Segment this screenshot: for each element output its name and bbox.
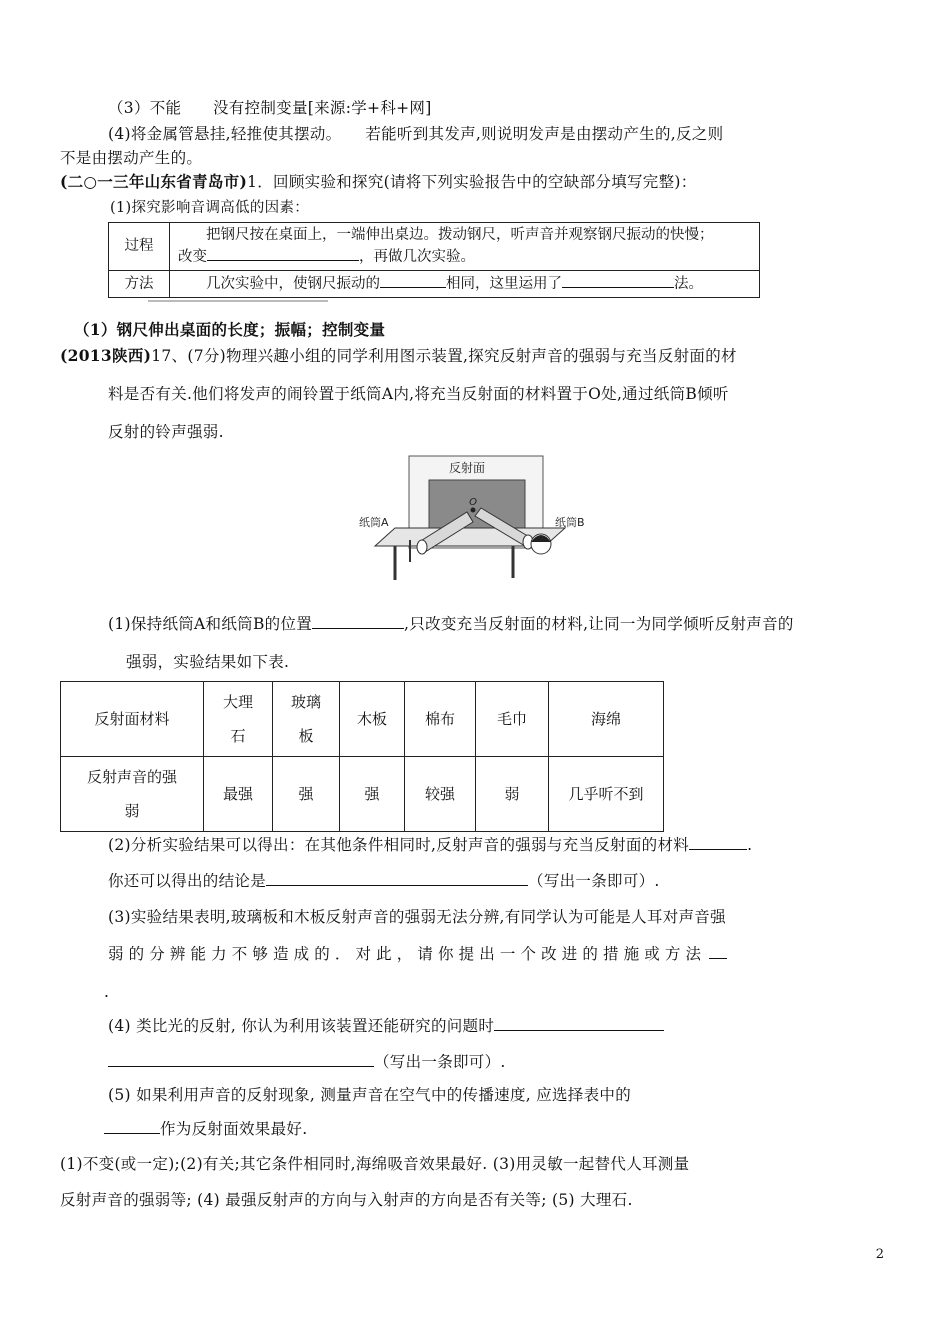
question-1-header bbox=[60, 172, 697, 192]
part-1-line2: 强弱，实验结果如下表. bbox=[126, 653, 290, 671]
remnant-mark bbox=[148, 300, 328, 302]
report-method-b: 相同，这里运用了 bbox=[446, 276, 562, 292]
part-1-b: ,只改变充当反射面的材料,让同一为同学倾听反射声音的 bbox=[404, 615, 794, 633]
answer-1: （1）钢尺伸出桌面的长度；振幅；控制变量 bbox=[74, 320, 386, 339]
page-number: 2 bbox=[875, 1247, 884, 1262]
row-label-cell: 反射声音的强 弱 bbox=[61, 757, 204, 832]
blank-research-question-2[interactable] bbox=[108, 1052, 374, 1067]
part-2-b: . bbox=[747, 836, 753, 854]
subquestion-1: (1)探究影响音调高低的因素： bbox=[110, 200, 310, 216]
header-cell-material: 反射面材料 bbox=[61, 682, 204, 757]
point-o-label: O bbox=[469, 497, 477, 508]
part-4-line2 bbox=[108, 1052, 506, 1072]
answer-2-line1: (1)不变(或一定);(2)有关;其它条件相同时,海绵吸音效果最好. (3)用灵敏一起替代人耳测量 bbox=[60, 1155, 690, 1173]
materials-header-row bbox=[61, 682, 664, 757]
question-17-text: 17、(7分)物理兴趣小组的同学利用图示装置,探究反射声音的强弱与充当反射面的材 bbox=[151, 347, 737, 365]
header-cell-wood: 木板 bbox=[340, 682, 405, 757]
report-process-cell bbox=[170, 223, 760, 271]
part-2-a: (2)分析实验结果可以得出：在其他条件相同时,反射声音的强弱与充当反射面的材料 bbox=[108, 836, 690, 854]
blank-method-2[interactable] bbox=[562, 273, 674, 288]
answer-line-3: （3）不能 没有控制变量[来源:学+科+网] bbox=[108, 99, 432, 117]
result-sponge: 几乎听不到 bbox=[549, 757, 664, 832]
blank-method-1[interactable] bbox=[380, 273, 446, 288]
question-source: (二○一三年山东省青岛市) bbox=[60, 172, 248, 191]
report-method-c: 法。 bbox=[674, 276, 703, 292]
report-process-again: ，再做几次实验。 bbox=[359, 249, 475, 265]
report-label-method: 方法 bbox=[109, 271, 170, 298]
part-5-line1: (5) 如果利用声音的反射现象, 测量声音在空气中的传播速度, 应选择表中的 bbox=[108, 1086, 631, 1104]
blank-best-surface[interactable] bbox=[104, 1119, 160, 1134]
question-colon: ： bbox=[680, 173, 697, 191]
cropped-line-remnant bbox=[108, 298, 760, 304]
header-cell-cotton: 棉布 bbox=[405, 682, 476, 757]
report-process-line2 bbox=[178, 246, 751, 268]
header-cell-marble: 大理 石 bbox=[204, 682, 273, 757]
report-label-process: 过程 bbox=[109, 223, 170, 271]
result-towel: 弱 bbox=[476, 757, 549, 832]
report-process-change: 改变 bbox=[178, 249, 207, 265]
report-method-cell bbox=[170, 271, 760, 298]
question-17-line3: 反射的铃声强弱. bbox=[108, 423, 224, 441]
header-cell-towel: 毛巾 bbox=[476, 682, 549, 757]
part-3-b: 弱 的 分 辨 能 力 不 够 造 成 的 ． 对 此 ， 请 你 提 出 一 个 改 进 的 措 施 或 方 法 bbox=[108, 945, 702, 963]
blank-research-question-1[interactable] bbox=[494, 1016, 664, 1031]
answer-2-line2: 反射声音的强弱等; (4) 最强反射声的方向与入射声的方向是否有关等; (5) 大理石. bbox=[60, 1191, 633, 1209]
part-4-b: （写出一条即可）. bbox=[374, 1053, 506, 1071]
question-text: 1．回顾实验和探究(请将下列实验报告中的空缺部分填写完整) bbox=[247, 173, 681, 191]
part-2-d: （写出一条即可）. bbox=[528, 872, 660, 890]
question-17-line1 bbox=[60, 346, 737, 366]
part-1-line1 bbox=[108, 614, 794, 634]
report-row-process bbox=[109, 223, 760, 271]
reflector-label: 反射面 bbox=[448, 461, 486, 475]
report-method-a: 几次实验中，使钢尺振动的 bbox=[206, 276, 380, 292]
point-o-marker bbox=[471, 508, 476, 513]
materials-result-row bbox=[61, 757, 664, 832]
result-wood: 强 bbox=[340, 757, 405, 832]
answer-line-4b: 不是由摆动产生的。 bbox=[60, 149, 203, 167]
tube-b-label: 纸筒B bbox=[555, 516, 585, 529]
part-5-line2 bbox=[104, 1119, 307, 1139]
part-4-a: (4) 类比光的反射, 你认为利用该装置还能研究的问题时 bbox=[108, 1017, 495, 1035]
blank-conclusion[interactable] bbox=[266, 871, 528, 886]
header-cell-sponge: 海绵 bbox=[549, 682, 664, 757]
blank-process[interactable] bbox=[207, 246, 359, 261]
part-4-line1 bbox=[108, 1016, 664, 1036]
blank-improvement[interactable] bbox=[709, 944, 727, 959]
report-process-line1: 把钢尺按在桌面上，一端伸出桌边。拨动钢尺，听声音并观察钢尺振动的快慢； bbox=[206, 227, 714, 243]
question-17-source: (2013陕西) bbox=[60, 346, 152, 365]
part-1-a: (1)保持纸筒A和纸筒B的位置 bbox=[108, 615, 313, 633]
tube-a-label: 纸筒A bbox=[359, 516, 389, 529]
answer-line-4a: (4)将金属管悬挂,轻推使其摆动。 若能听到其发声,则说明发声是由摆动产生的,反之则 bbox=[108, 125, 724, 143]
report-row-method bbox=[109, 271, 760, 298]
question-17-line2: 料是否有关.他们将发声的闹铃置于纸筒A内,将充当反射面的材料置于O处,通过纸筒B倾听 bbox=[108, 385, 729, 403]
result-cotton: 较强 bbox=[405, 757, 476, 832]
part-3-line3: . bbox=[104, 983, 110, 1001]
experiment-report-table bbox=[108, 222, 760, 298]
materials-table bbox=[60, 681, 664, 832]
blank-position[interactable] bbox=[312, 614, 404, 629]
part-3-line1: (3)实验结果表明,玻璃板和木板反射声音的强弱无法分辨,有同学认为可能是人耳对声音强 bbox=[108, 908, 726, 926]
result-glass: 强 bbox=[273, 757, 340, 832]
part-2-c: 你还可以得出的结论是 bbox=[108, 872, 267, 890]
part-2-line1 bbox=[108, 835, 752, 855]
result-marble: 最强 bbox=[204, 757, 273, 832]
apparatus-figure bbox=[355, 450, 595, 590]
header-cell-glass: 玻璃 板 bbox=[273, 682, 340, 757]
part-5-b: 作为反射面效果最好. bbox=[160, 1120, 308, 1138]
blank-material-relation[interactable] bbox=[689, 835, 747, 850]
part-3-line2 bbox=[108, 944, 727, 964]
part-2-line2 bbox=[108, 871, 660, 891]
